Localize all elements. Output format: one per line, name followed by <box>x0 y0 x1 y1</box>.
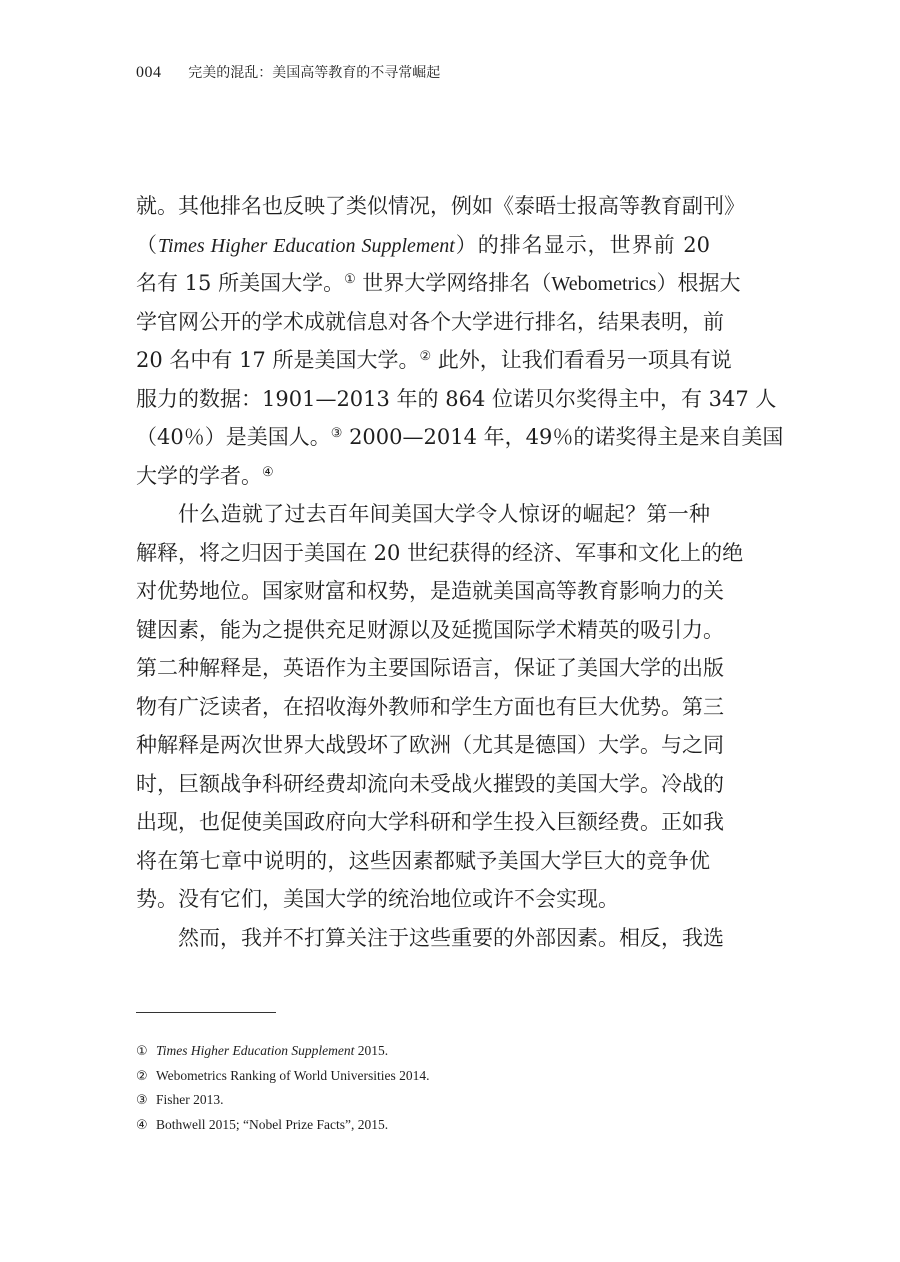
footnote: ② Webometrics Ranking of World Universities 2014. <box>136 1064 710 1089</box>
text-line: 键因素，能为之提供充足财源以及延揽国际学术精英的吸引力。 <box>136 617 724 642</box>
text-line: 什么造就了过去百年间美国大学令人惊讶的崛起？第一种 <box>178 502 710 526</box>
text-line: 解释，将之归因于美国在 20 世纪获得的经济、军事和文化上的绝 <box>136 540 744 565</box>
footnote: ③ Fisher 2013. <box>136 1088 710 1113</box>
text-line: 种解释是两次世界大战毁坏了欧洲（尤其是德国）大学。与之同 <box>136 733 724 757</box>
text-line: 大学的学者。④ <box>136 463 274 488</box>
text-line: 第二种解释是，英语作为主要国际语言，保证了美国大学的出版 <box>136 656 724 680</box>
text-line: 出现，也促使美国政府向大学科研和学生投入巨额经费。正如我 <box>136 810 724 834</box>
text-line: （40％）是美国人。③ 2000—2014 年，49％的诺奖得主是来自美国 <box>136 425 784 449</box>
text-line: 物有广泛读者，在招收海外教师和学生方面也有巨大优势。第三 <box>136 694 724 719</box>
footnote-ref: ④ <box>262 464 274 480</box>
footnote-mark: ② <box>136 1068 148 1084</box>
footnote-mark: ① <box>136 1044 148 1059</box>
footnote-ref: ③ <box>330 426 343 441</box>
text-line: 对优势地位。国家财富和权势，是造就美国高等教育影响力的关 <box>136 579 724 603</box>
text-line: 然而，我并不打算关注于这些重要的外部因素。相反，我选 <box>178 925 724 950</box>
running-head <box>136 62 440 83</box>
text-line: （Times Higher Education Supplement）的排名显示，世界前 20 <box>136 232 710 257</box>
footnote-ref: ② <box>419 349 432 364</box>
text-line: 服力的数据：1901—2013 年的 864 位诺贝尔奖得主中，有 347 人 <box>136 386 777 411</box>
text-line: 名有 15 所美国大学。① 世界大学网络排名（Webometrics）根据大 <box>136 271 741 295</box>
book-title: 完美的混乱：美国高等教育的不寻常崛起 <box>188 65 441 81</box>
footnote-divider <box>136 1012 276 1013</box>
body-text <box>136 187 784 957</box>
footnote-mark: ④ <box>136 1117 148 1133</box>
text-line: 将在第七章中说明的，这些因素都赋予美国大学巨大的竞争优 <box>136 848 710 873</box>
footnotes <box>136 1039 710 1137</box>
text-line: 学官网公开的学术成就信息对各个大学进行排名，结果表明，前 <box>136 309 724 334</box>
text-line: 就。其他排名也反映了类似情况，例如《泰晤士报高等教育副刊》 <box>136 194 745 218</box>
footnote: ④ Bothwell 2015; “Nobel Prize Facts”, 2015. <box>136 1113 710 1138</box>
footnote-ref: ① <box>344 272 356 287</box>
footnote-mark: ③ <box>136 1093 148 1108</box>
text-line: 时，巨额战争科研经费却流向未受战火摧毁的美国大学。冷战的 <box>136 771 724 796</box>
text-line: 20 名中有 17 所是美国大学。② 此外，让我们看看另一项具有说 <box>136 348 732 372</box>
footnote: ① Times Higher Education Supplement 2015. <box>136 1039 710 1064</box>
text-line: 势。没有它们，美国大学的统治地位或许不会实现。 <box>136 887 619 911</box>
publication-title: Times Higher Education Supplement <box>157 234 455 257</box>
page-number: 004 <box>136 64 162 81</box>
